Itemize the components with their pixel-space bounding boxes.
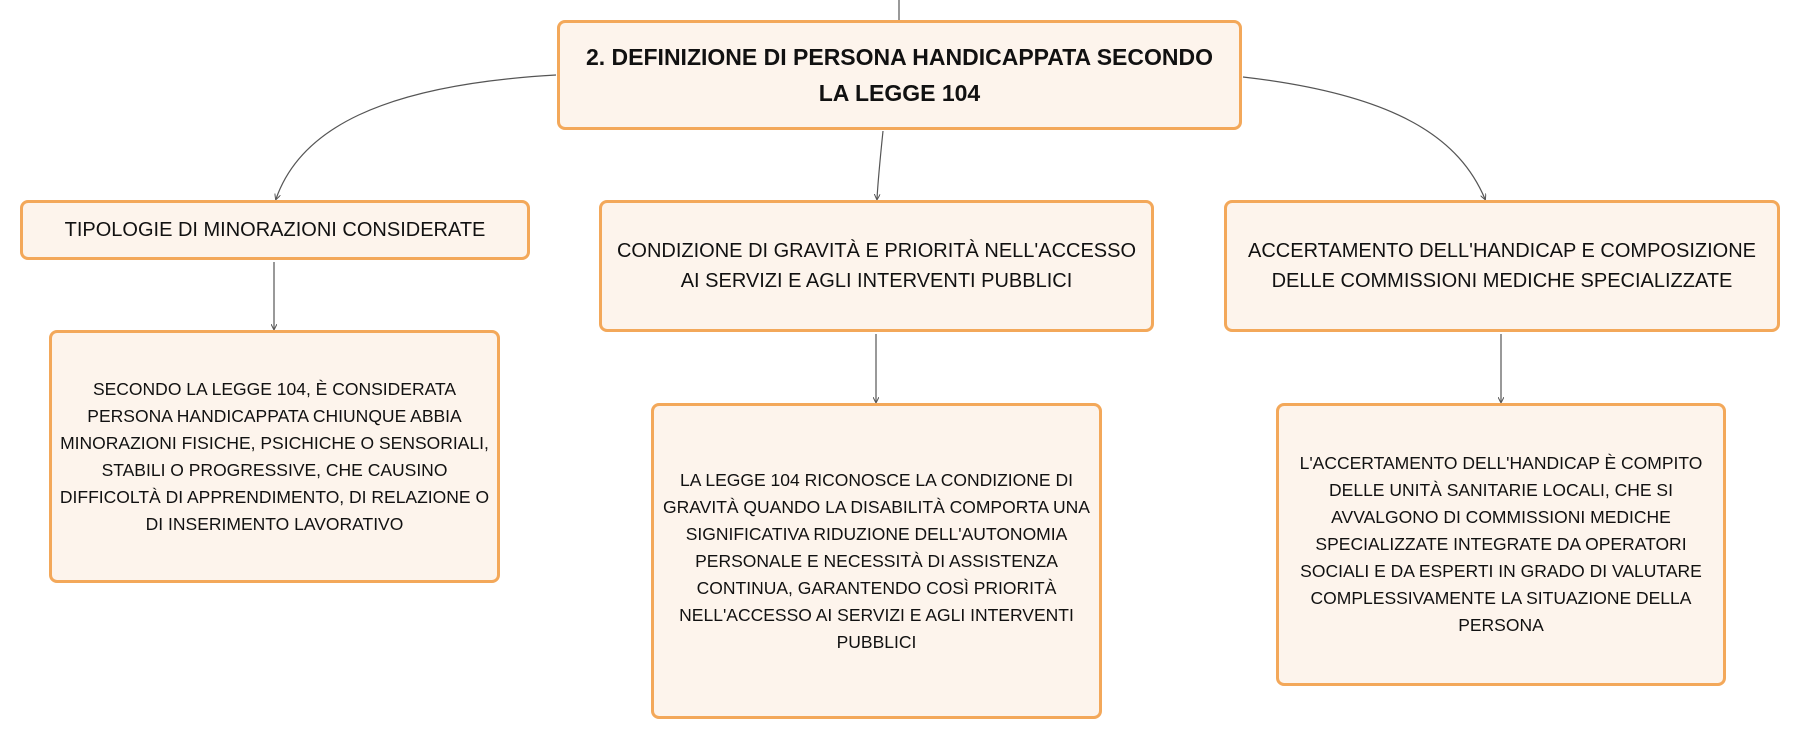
branch-node-accertamento[interactable]	[1224, 200, 1780, 332]
branch-node-label: TIPOLOGIE DI MINORAZIONI CONSIDERATE	[64, 219, 486, 241]
detail-node-text: SECONDO LA LEGGE 104, È CONSIDERATA PERSONA HANDICAPPATA CHIUNQUE ABBIA MINORAZIONI FISICHE, PSICHICHE O SENSORIALI, STABILI O PROGRESSIVE, CHE CAUSINO DIFFICOLTÀ DI APPRENDIMENTO, DI RELAZIONE O DI INSERIMENTO LAVORATIVO	[59, 378, 490, 534]
detail-node-accertamento[interactable]	[1276, 403, 1726, 686]
detail-node-text: L'ACCERTAMENTO DELL'HANDICAP È COMPITO DELLE UNITÀ SANITARIE LOCALI, CHE SI AVVALGONO DI COMMISSIONI MEDICHE SPECIALIZZATE INTEGRATE DA OPERATORI SOCIALI E DA ESPERTI IN GRADO DI VALUTARE COMPLESSIVAMENTE LA SITUAZIONE DELLA PERSONA	[1299, 453, 1703, 635]
connector-root-to-condizione	[877, 131, 883, 199]
branch-node-tipologie[interactable]	[20, 200, 530, 260]
root-node[interactable]	[557, 20, 1242, 130]
branch-node-label: ACCERTAMENTO DELL'HANDICAP E COMPOSIZIONE DELLE COMMISSIONI MEDICHE SPECIALIZZATE	[1248, 240, 1756, 292]
connector-root-to-tipologie	[276, 75, 556, 199]
branch-node-condizione[interactable]	[599, 200, 1154, 332]
connector-root-to-accertamento	[1243, 77, 1485, 199]
detail-node-condizione[interactable]	[651, 403, 1102, 719]
root-node-label: 2. DEFINIZIONE DI PERSONA HANDICAPPATA SECONDO LA LEGGE 104	[585, 44, 1213, 106]
detail-node-text: LA LEGGE 104 RICONOSCE LA CONDIZIONE DI GRAVITÀ QUANDO LA DISABILITÀ COMPORTA UNA SIGNIFICATIVA RIDUZIONE DELL'AUTONOMIA PERSONALE E NECESSITÀ DI ASSISTENZA CONTINUA, GARANTENDO COSÌ PRIORITÀ NELL'ACCESSO AI SERVIZI E AGLI INTERVENTI PUBBLICI	[663, 469, 1090, 652]
detail-node-tipologie[interactable]	[49, 330, 500, 583]
branch-node-label: CONDIZIONE DI GRAVITÀ E PRIORITÀ NELL'ACCESSO AI SERVIZI E AGLI INTERVENTI PUBBLICI	[616, 240, 1137, 292]
